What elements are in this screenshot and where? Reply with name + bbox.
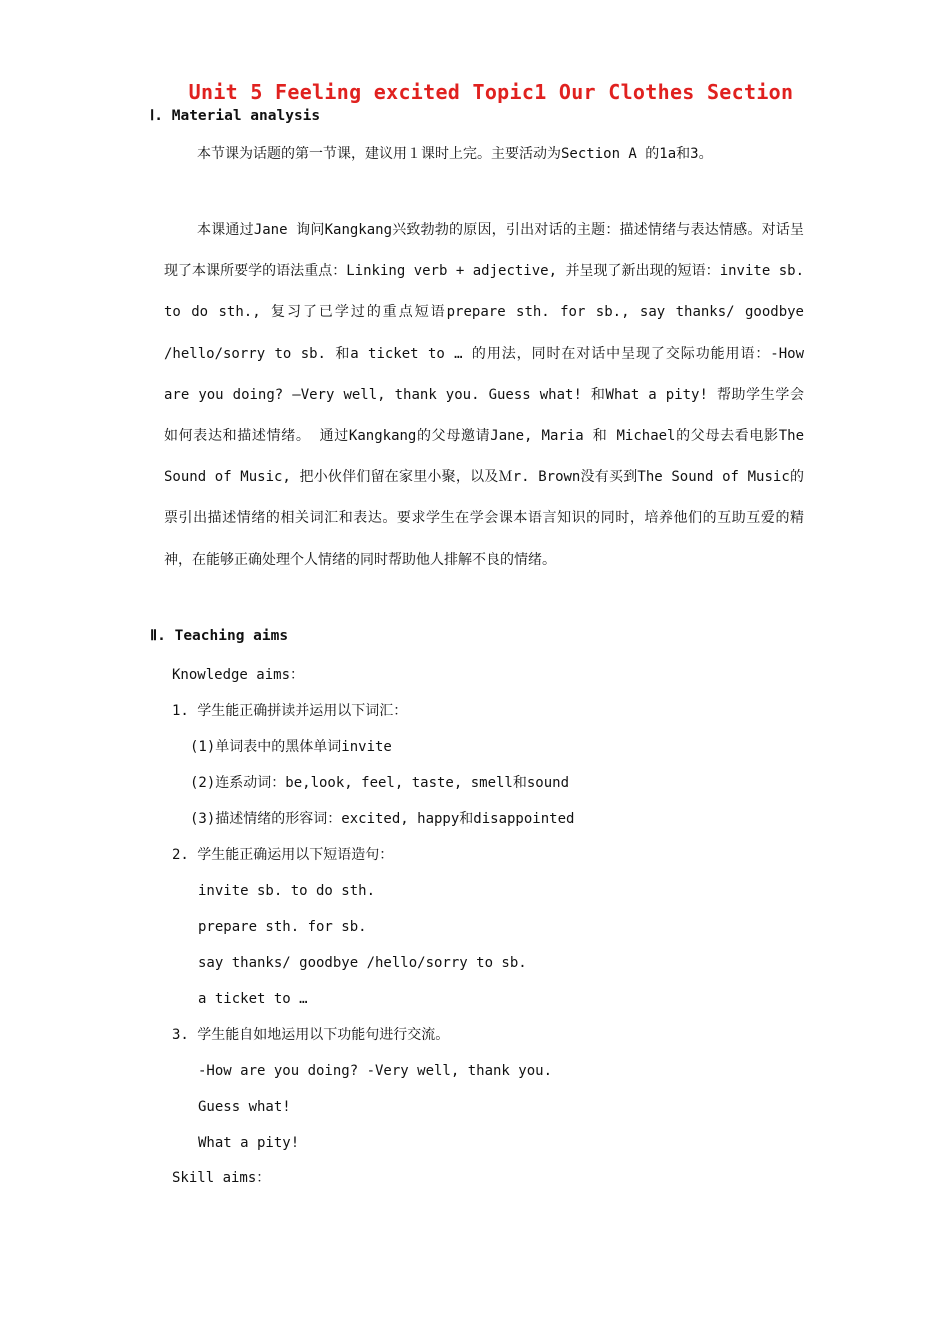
list-subitem-bold-words: (1)单词表中的黑体单词invite — [190, 739, 392, 755]
list-item-functional-sentences: 3. 学生能自如地运用以下功能句进行交流。 — [172, 1027, 450, 1043]
phrase-prepare: prepare sth. for sb. — [198, 919, 367, 935]
list-subitem-linking-verbs: (2)连系动词：be,look, feel, taste, smell和sound — [190, 775, 570, 791]
list-item-phrases: 2. 学生能正确运用以下短语造句： — [172, 847, 394, 863]
phrase-say-thanks: say thanks/ goodbye /hello/sorry to sb. — [198, 955, 527, 971]
list-item-vocabulary: 1. 学生能正确拼读并运用以下词汇： — [172, 703, 408, 719]
sentence-guess-what: Guess what! — [198, 1099, 291, 1115]
knowledge-aims-label: Knowledge aims： — [172, 667, 305, 683]
paragraph-lesson-content: 本课通过Jane 询问Kangkang兴致勃勃的原因，引出对话的主题：描述情绪与表达情感。对话呈现了本课所要学的语法重点：Linking verb + adjective, 并呈现了新出现的短语：invite sb. to do sth., 复习了已学过的重点短语prepare sth. for sb., say thanks/ goodbye /hello/sorry to sb. 和a ticket to … 的用法，同时在对话中呈现了交际功能用语：-How are you doing? –Very well, thank you. Guess what! 和What a pity! 帮助学生学会如何表达和描述情绪。 通过Kangkang的父母邀请Jane, Maria 和 Michael的父母去看电影The Sound of Music, 把小伙伴们留在家里小聚，以及Ｍr. Brown没有买到The Sound of Music的票引出描述情绪的相关词汇和表达。要求学生在学会课本语言知识的同时，培养他们的互助互爱的精神，在能够正确处理个人情绪的同时帮助他人排解不良的情绪。 — [164, 222, 804, 568]
document-title: Unit 5 Feeling excited Topic1 Our Clothes Section — [188, 80, 794, 104]
list-subitem-emotion-adjectives: (3)描述情绪的形容词：excited, happy和disappointed — [190, 811, 575, 827]
phrase-invite: invite sb. to do sth. — [198, 883, 376, 899]
sentence-how-are-you: -How are you doing? -Very well, thank you. — [198, 1063, 553, 1079]
paragraph-lesson-overview: 本节课为话题的第一节课，建议用１课时上完。主要活动为Section A 的1a和3。 — [197, 146, 713, 162]
phrase-ticket: a ticket to … — [198, 991, 308, 1007]
sentence-what-a-pity: What a pity! — [198, 1135, 300, 1151]
section-heading-teaching-aims: Ⅱ. Teaching aims — [150, 628, 289, 644]
skill-aims-label: Skill aims： — [172, 1170, 271, 1186]
section-heading-material-analysis: Ⅰ. Material analysis — [150, 108, 321, 124]
